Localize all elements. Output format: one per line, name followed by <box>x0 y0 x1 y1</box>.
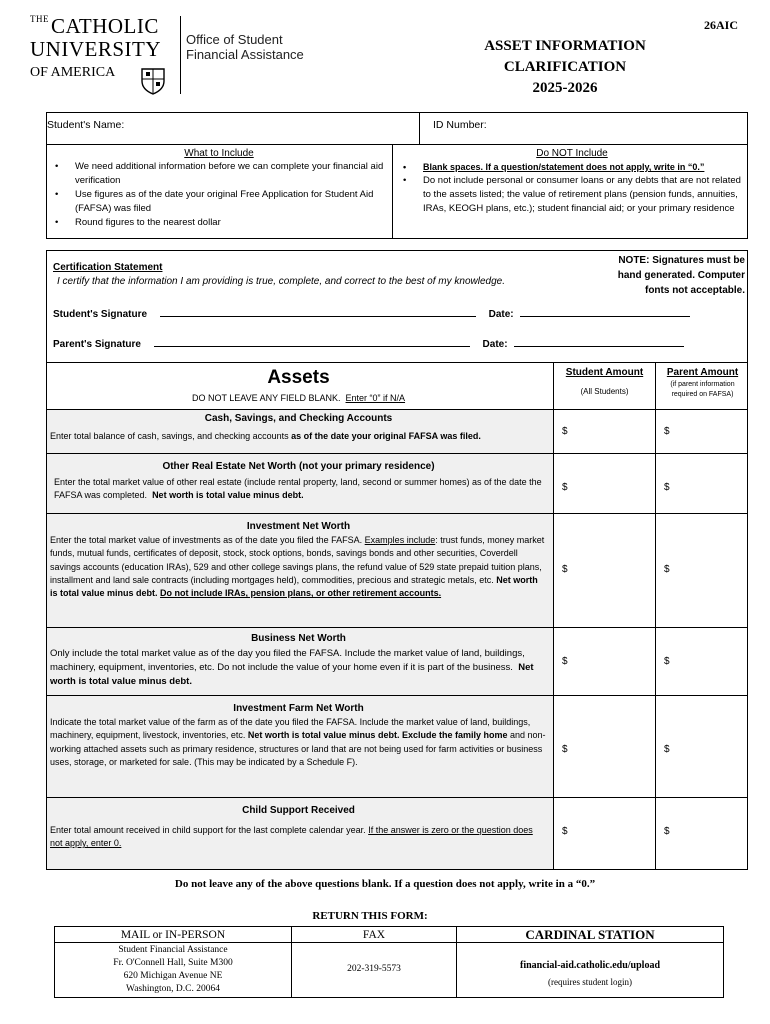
parent-date-field[interactable] <box>514 337 684 347</box>
parent-amount-real-estate[interactable]: $ <box>655 454 749 513</box>
cardinal-station-header: CARDINAL STATION <box>457 927 723 943</box>
logo-university: UNIVERSITY <box>30 37 161 61</box>
student-info-row <box>46 112 748 145</box>
table-row-child-support <box>47 797 747 869</box>
table-row-farm <box>47 695 747 797</box>
university-logo <box>30 14 330 104</box>
cardinal-station-info: financial-aid.catholic.edu/upload (requires student login) <box>457 959 723 989</box>
row-description: Enter total balance of cash, savings, and checking accounts as of the date your original FAFSA was filed. <box>50 431 481 441</box>
row-title: Investment Net Worth <box>246 521 351 532</box>
include-heading: What to Include <box>184 148 254 159</box>
include-item: • Round figures to the nearest dollar <box>51 216 387 230</box>
parent-amount-cash[interactable]: $ <box>655 410 749 453</box>
row-description: Only include the total market value as of the day you filed the FAFSA. Include the market value of land, buildings, machinery, equipment, inventories, etc. Do not include the value of your home even if it is part of the business. Net worth is total value minus debt. <box>50 648 534 687</box>
include-item: • Use figures as of the date your original Free Application for Student Aid (FAFSA) was filed <box>51 188 387 216</box>
logo-of-america: OF AMERICA <box>30 65 116 80</box>
do-not-include <box>399 147 745 216</box>
logo-divider <box>180 16 181 94</box>
parent-amount-farm[interactable]: $ <box>655 696 749 797</box>
certification-section <box>46 250 748 362</box>
row-description: Enter the total market value of investments as of the date you filed the FAFSA. Examples include: trust funds, money market funds, mutual funds, certificates of deposit, stock, stock options, bonds, savings bonds and other securities, Coverdell savings accounts (education IRAs), 529 and other college savings plans, the refund value of 529 state prepaid tuition plans, installment and land sale contracts (including mortgages held), commodities, precious and strategic metals, etc. Net worth is total value minus debt. Do not include IRAs, pension plans, or other retirement accounts. <box>50 535 545 599</box>
student-name-label: Student's Name: <box>47 119 125 131</box>
exclude-heading: Do NOT Include <box>536 148 608 159</box>
document-code: 26AIC <box>703 18 738 32</box>
student-amount-farm[interactable]: $ <box>553 696 655 797</box>
assets-table <box>46 362 748 870</box>
certification-statement: I certify that the information I am providing is true, complete, and correct to the best of my knowledge. <box>57 276 505 287</box>
assets-header-row <box>47 363 747 409</box>
student-signature-line <box>53 307 690 320</box>
row-title: Other Real Estate Net Worth (not your primary residence) <box>162 461 435 472</box>
logo-catholic: CATHOLIC <box>51 14 159 38</box>
logo-the: THE <box>30 14 49 24</box>
fax-number: 202-319-5573 <box>347 964 401 974</box>
student-amount-real-estate[interactable]: $ <box>553 454 655 513</box>
parent-amount-child-support[interactable]: $ <box>655 798 749 869</box>
parent-signature-label: Parent's Signature <box>53 339 141 350</box>
row-description: Indicate the total market value of the farm as of the date you filed the FAFSA. Include the market value of land, buildings, machinery, equipment, livestock, inventories, etc. Net worth is total value minus debt. Exclude the family home and non-working attached assets such as primary residence, structures or land that are not being used for farm activities or business uses, storage, or marketed for sale. (This may be indicated by a Schedule F). <box>50 717 546 767</box>
parent-date-label: Date: <box>482 339 508 350</box>
exclude-item: • Blank spaces. If a question/statement does not apply, write in “0.” <box>399 160 745 174</box>
mail-address: Student Financial Assistance Fr. O'Connell Hall, Suite M300 620 Michigan Avenue NE Washington, D.C. 20064 <box>113 945 233 994</box>
upload-link[interactable]: financial-aid.catholic.edu/upload <box>519 960 661 971</box>
certification-title: Certification Statement <box>53 262 163 273</box>
shield-crest-icon <box>140 67 166 95</box>
what-to-include <box>51 147 387 230</box>
row-title: Investment Farm Net Worth <box>233 703 364 714</box>
student-amount-child-support[interactable]: $ <box>553 798 655 869</box>
include-item: • We need additional information before we can complete your financial aid verification <box>51 160 387 188</box>
id-number-label: ID Number: <box>433 119 487 131</box>
signature-note: NOTE: Signatures must be hand generated. Computer fonts not acceptable. <box>617 255 745 296</box>
return-form-label: RETURN THIS FORM: <box>312 910 428 922</box>
blank-field-note: Do not leave any of the above questions blank. If a question does not apply, write in a “0.” <box>174 878 596 890</box>
form-title: ASSET INFORMATION CLARIFICATION 2025-2026 <box>484 38 646 96</box>
table-row-business <box>47 627 747 695</box>
student-signature-field[interactable] <box>160 307 476 317</box>
table-row-real-estate <box>47 453 747 513</box>
parent-amount-business[interactable]: $ <box>655 628 749 695</box>
row-description: Enter the total market value of other real estate (include rental property, land, second or summer homes) as of the date the FAFSA was completed. Net worth is total value minus debt. <box>54 477 542 501</box>
row-title: Business Net Worth <box>251 633 346 644</box>
row-title: Cash, Savings, and Checking Accounts <box>204 413 393 424</box>
exclude-item: • Do not include personal or consumer loans or any debts that are not related to the assets listed; the value of retirement plans (pension funds, annuities, IRAs, KEOGH plans, etc.); student financial aid; or your primary residence <box>399 174 745 216</box>
student-amount-header: Student Amount (All Students) <box>553 363 655 409</box>
mail-header: MAIL or IN-PERSON <box>55 927 291 943</box>
parent-amount-header: Parent Amount (if parent information required on FAFSA) <box>655 363 749 409</box>
assets-title: Assets <box>267 367 330 388</box>
student-date-field[interactable] <box>520 307 690 317</box>
fax-header: FAX <box>292 927 456 943</box>
student-amount-cash[interactable]: $ <box>553 410 655 453</box>
parent-signature-field[interactable] <box>154 337 470 347</box>
table-row-cash <box>47 409 747 453</box>
parent-signature-line <box>53 337 684 350</box>
office-name: Office of Student Financial Assistance <box>186 32 304 62</box>
table-row-investment <box>47 513 747 627</box>
student-signature-label: Student's Signature <box>53 309 148 320</box>
student-amount-investment[interactable]: $ <box>553 514 655 627</box>
row-description: Enter total amount received in child support for the last complete calendar year. If the answer is zero or the question does not apply, enter 0. <box>50 825 533 849</box>
instructions-box <box>46 145 748 239</box>
return-methods-table <box>54 926 724 998</box>
student-amount-business[interactable]: $ <box>553 628 655 695</box>
student-date-label: Date: <box>488 309 514 320</box>
row-title: Child Support Received <box>242 805 355 816</box>
assets-instruction: DO NOT LEAVE ANY FIELD BLANK. Enter “0” if N/A <box>191 393 406 403</box>
parent-amount-investment[interactable]: $ <box>655 514 749 627</box>
